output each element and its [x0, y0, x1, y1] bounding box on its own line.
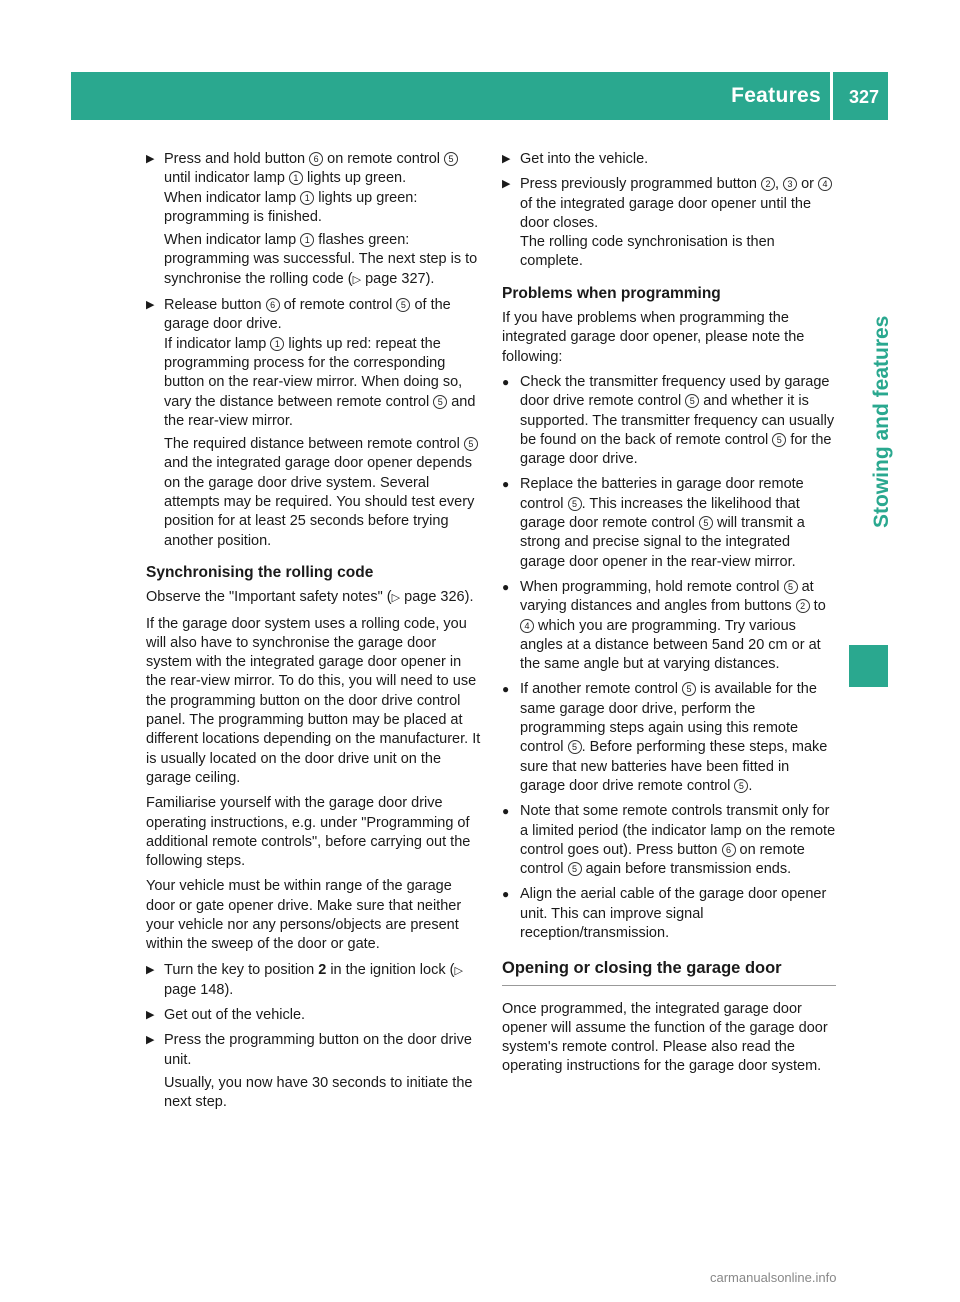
step-note: Usually, you now have 30 seconds to initiate the next step.	[164, 1075, 473, 1111]
callout-icon: 5	[734, 779, 748, 793]
callout-icon: 2	[761, 177, 775, 191]
step-turn-key	[146, 961, 482, 1001]
subheading-problems: Problems when programming	[502, 284, 721, 302]
chapter-title: Features	[731, 84, 821, 107]
step-text: Turn the key to position 2 in the ignition lock (▷ page 148).	[164, 961, 463, 998]
bullet-item: ● Note that some remote controls transmit only for a limited period (the indicator lamp on the remote control goes out). Press button 6 on remote control 5 again before transmission ends.	[502, 803, 836, 878]
paragraph: If you have problems when programming the integrated garage door opener, please note the following:	[502, 310, 805, 365]
subheading-sync: Synchronising the rolling code	[146, 563, 374, 581]
step-arrow-icon: ▶	[146, 153, 155, 165]
header-bar	[71, 72, 888, 120]
bullet-icon: ●	[502, 374, 510, 389]
callout-icon: 5	[464, 437, 478, 451]
step-get-into	[502, 150, 836, 169]
bullet-icon: ●	[502, 682, 510, 697]
step-arrow-icon: ▶	[146, 299, 155, 312]
paragraph: Once programmed, the integrated garage door opener will assume the function of the garage door system's remote control. Please also read the operating instructions for the garage door system.	[502, 1000, 828, 1075]
callout-icon: 3	[783, 177, 797, 191]
step-release	[146, 296, 482, 551]
callout-icon: 5	[444, 152, 458, 166]
bullet-item: ● When programming, hold remote control 5 at varying distances and angles from buttons 2 to 4 which you are programming. Try various angles at a distance between 5and 20 cm or at the same angle but at varying distances.	[502, 578, 826, 673]
step-press-programmed	[502, 175, 836, 271]
callout-icon: 4	[818, 177, 832, 191]
bullet-item: ● Align the aerial cable of the garage door opener unit. This can improve signal reception/transmission.	[502, 886, 827, 941]
side-tab-label: Stowing and features	[870, 315, 893, 528]
step-text: Get into the vehicle.	[520, 151, 649, 167]
callout-icon: 5	[433, 395, 447, 409]
step-text: Press the programming button on the door drive unit.	[164, 1032, 472, 1068]
side-tab-marker	[849, 645, 888, 687]
left-column	[146, 150, 482, 1119]
header-divider	[830, 72, 833, 120]
page-ref-icon: ▷	[352, 273, 362, 286]
bullet-item: ● Check the transmitter frequency used by garage door drive remote control 5 and whether it is supported. The transmitter frequency can usually be found on the back of remote control 5 for the garage door drive.	[502, 373, 835, 468]
step-arrow-icon: ▶	[502, 153, 511, 165]
callout-icon: 5	[568, 740, 582, 754]
step-note: The required distance between remote control 5 and the integrated garage door opener depends on the garage door drive system. Several attempts may be required. You should test every position for at least 25 seconds before trying another position.	[164, 435, 482, 551]
paragraph: Your vehicle must be within range of the garage door or gate opener drive. Make sure that neither your vehicle nor any persons/objects are present within the sweep of the door or gate.	[146, 878, 462, 953]
bullet-icon: ●	[502, 477, 510, 492]
paragraph: Familiarise yourself with the garage door drive operating instructions, e.g. under "Programming of additional remote controls", before carrying out the following steps.	[146, 795, 471, 870]
step-note: When indicator lamp 1 flashes green: programming was successful. The next step is to synchronise the rolling code (▷ page 327).	[164, 232, 478, 287]
callout-icon: 6	[722, 843, 736, 857]
page-link[interactable]: page 326).	[400, 589, 474, 606]
callout-icon: 6	[266, 298, 280, 312]
paragraph: If the garage door system uses a rolling code, you will also have to synchronise the garage door system with the integrated garage door opener in the rear-view mirror. To do this, you will need to use the programming button on the door drive control panel. The programming button may be placed at different locations depending on the manufacturer. It is usually located on the door drive unit on the garage ceiling.	[146, 615, 481, 786]
step-arrow-icon: ▶	[502, 178, 511, 191]
step-text: Press and hold button 6 on remote control 5 until indicator lamp 1 lights up green. When indicator lamp 1 lights up green: programming is finished.	[164, 150, 482, 227]
right-column	[502, 150, 836, 1083]
callout-icon: 1	[300, 191, 314, 205]
section-heading-opening: Opening or closing the garage door	[502, 959, 836, 985]
bullet-item: ● If another remote control 5 is available for the same garage door drive, perform the programming steps again using this remote control 5 . Before performing these steps, make sure that new batteries have been fitted in garage door drive remote control 5 .	[502, 681, 828, 794]
step-text: Press previously programmed button 2 , 3 or 4 of the integrated garage door opener until the door closes. The rolling code synchronisation is then complete.	[520, 175, 836, 271]
callout-icon: 5	[784, 580, 798, 594]
step-text: Get out of the vehicle.	[164, 1007, 306, 1024]
callout-icon: 5	[568, 497, 582, 511]
step-arrow-icon: ▶	[146, 1034, 155, 1047]
callout-icon: 6	[309, 152, 323, 166]
bullet-item: ● Replace the batteries in garage door remote control 5 . This increases the likelihood that garage door remote control 5 will transmit a strong and precise signal to the integrated garage door opener in the rear-view mirror.	[502, 476, 805, 570]
page-number: 327	[848, 87, 879, 107]
bullet-icon: ●	[502, 887, 510, 902]
step-press-programming	[146, 1031, 482, 1112]
step-arrow-icon: ▶	[146, 1009, 155, 1022]
callout-icon: 2	[796, 599, 810, 613]
step-press-hold	[146, 150, 482, 290]
page-ref-icon: ▷	[454, 964, 463, 977]
callout-icon: 5	[699, 516, 713, 530]
callout-icon: 1	[300, 233, 314, 247]
callout-icon: 5	[685, 394, 699, 408]
page-link[interactable]: page 148).	[164, 981, 234, 998]
bullet-icon: ●	[502, 579, 510, 594]
page-link[interactable]: page 327).	[361, 270, 435, 287]
watermark: carmanualsonline.info	[710, 1270, 837, 1285]
paragraph: Observe the "Important safety notes" (▷ page 326).	[146, 589, 474, 606]
step-arrow-icon: ▶	[146, 963, 155, 976]
callout-icon: 4	[520, 619, 534, 633]
callout-icon: 5	[396, 298, 410, 312]
step-text: Release button 6 of remote control 5 of the garage door drive. If indicator lamp 1 lights up red: repeat the programming process for the corresponding button on the rear-view mirror. When doing so, vary the distance between remote control 5 and the rear-view mirror.	[164, 297, 476, 429]
step-get-out	[146, 1006, 482, 1025]
callout-icon: 5	[568, 862, 582, 876]
page-ref-icon: ▷	[391, 592, 401, 605]
callout-icon: 1	[289, 171, 303, 185]
callout-icon: 1	[270, 337, 284, 351]
callout-icon: 5	[682, 682, 696, 696]
bullet-icon: ●	[502, 804, 510, 819]
callout-icon: 5	[772, 433, 786, 447]
